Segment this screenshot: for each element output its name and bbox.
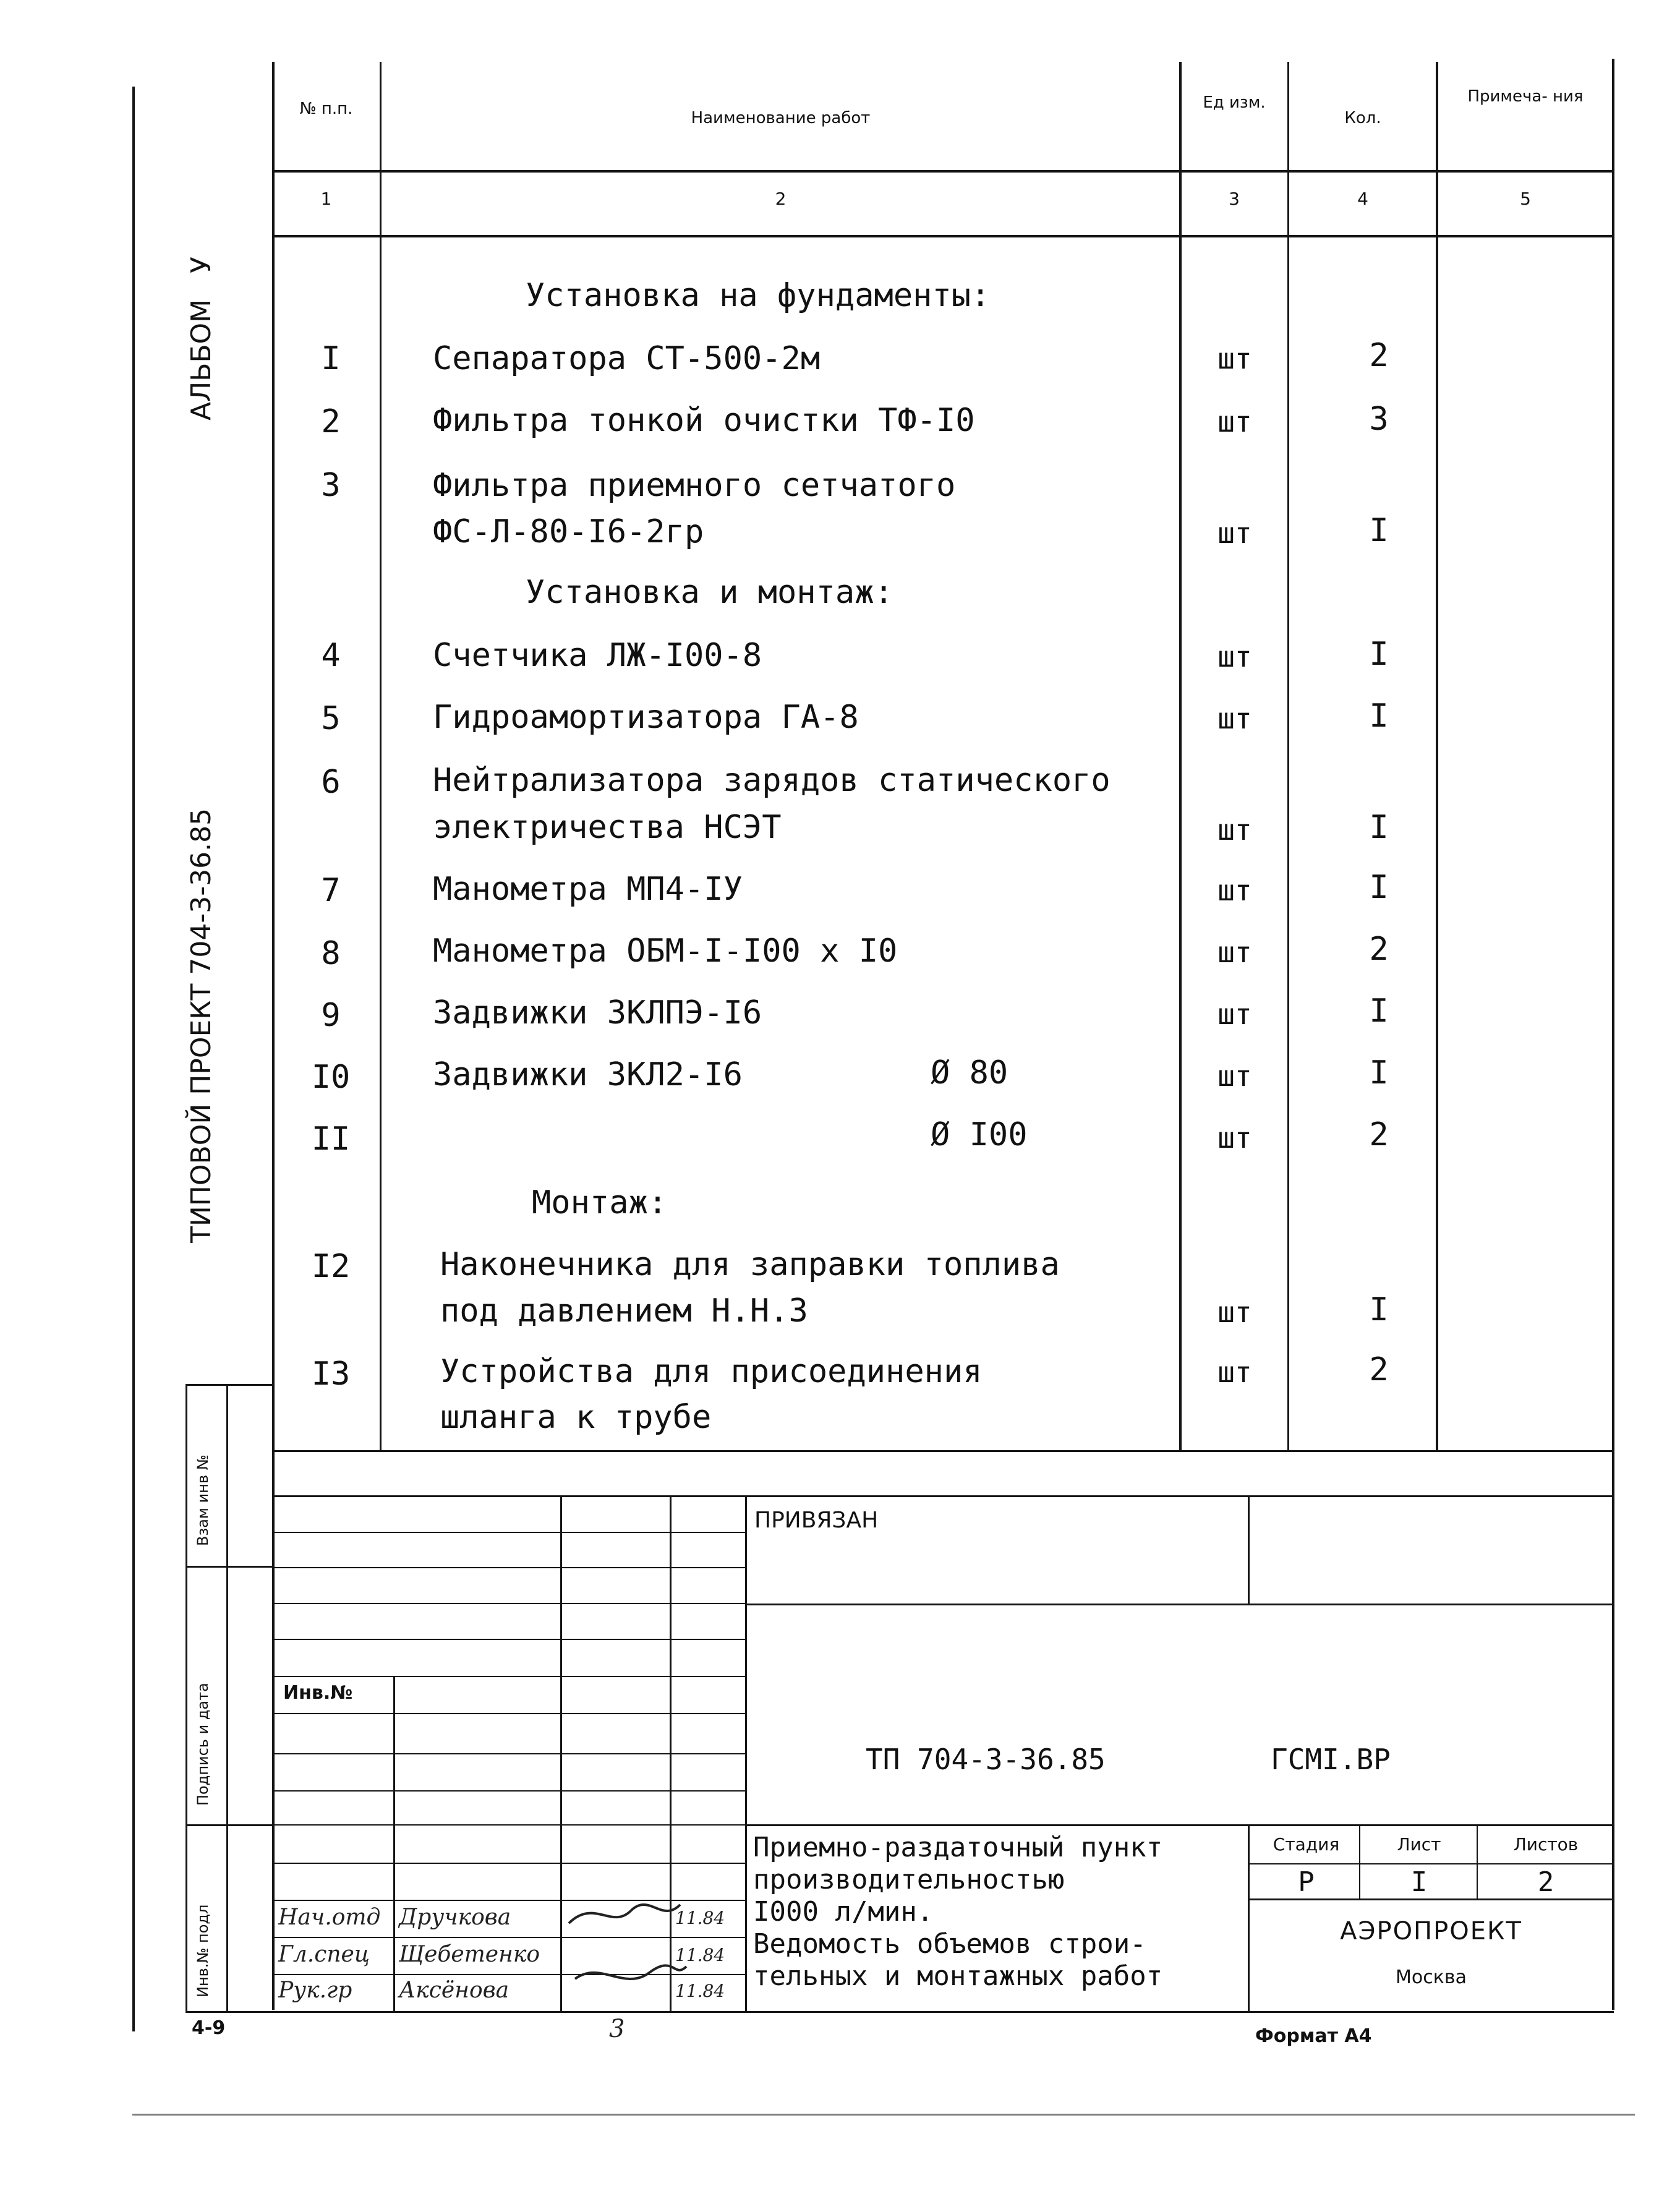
stamp-label-replace: Взам инв № <box>194 1454 211 1546</box>
album-label: АЛЬБОМ У <box>185 257 217 421</box>
tb-line <box>272 1676 745 1677</box>
frame-inner-left-line <box>272 62 275 2010</box>
row-name: Гидроамортизатора ГА-8 <box>433 699 859 736</box>
tb-line <box>393 1676 395 2012</box>
tb-line <box>1477 1824 1478 1898</box>
row-diameter: Ø I00 <box>931 1116 1028 1153</box>
tb-line <box>745 1824 1614 1826</box>
page-ref: 4-9 <box>192 2017 226 2039</box>
row-num: II <box>311 1121 351 1158</box>
tb-line <box>1248 1863 1614 1864</box>
col-line-1 <box>380 62 382 1450</box>
stage-value: Р <box>1298 1866 1315 1898</box>
row-num: 8 <box>321 935 341 972</box>
section-heading-mount: Монтаж: <box>532 1184 668 1221</box>
row-name: Наконечника для заправки топлива <box>440 1246 1060 1283</box>
stamp-label-signature: Подпись и дата <box>194 1683 211 1806</box>
signature-name: Щебетенко <box>399 1942 540 1967</box>
row-qty: 2 <box>1369 1351 1389 1388</box>
row-num: 4 <box>321 637 341 674</box>
row-qty: I <box>1369 993 1389 1030</box>
row-qty: I <box>1369 1054 1389 1091</box>
row-unit: шт <box>1217 813 1252 847</box>
colnum-3: 3 <box>1229 189 1240 209</box>
stamp-sep1-line <box>185 1566 273 1568</box>
signature-role: Гл.спец <box>278 1942 370 1967</box>
row-name-line2: шланга к трубе <box>440 1399 712 1436</box>
row-unit: шт <box>1217 342 1252 375</box>
row-num: 6 <box>321 764 341 801</box>
stamp-sep2-line <box>185 1824 273 1826</box>
stamp-label-inv: Инв.№ подл <box>194 1904 211 1997</box>
row-num: 3 <box>321 467 341 504</box>
tb-line <box>745 1495 747 2012</box>
table-bottom-line <box>272 1450 1614 1452</box>
tb-line <box>272 1567 745 1568</box>
colnum-1: 1 <box>320 189 332 209</box>
row-name: Задвижки ЗКЛ2-I6 <box>433 1056 743 1093</box>
tb-line <box>1359 1824 1360 1898</box>
row-num: 7 <box>321 872 341 909</box>
row-unit: шт <box>1217 1356 1252 1389</box>
tb-line <box>1248 1495 1250 1604</box>
stamp-col-mid-line <box>226 1385 228 2013</box>
row-name: Задвижки ЗКЛПЭ-I6 <box>433 994 762 1031</box>
signature-date: 11.84 <box>675 1981 725 2001</box>
org-name: АЭРОПРОЕКТ <box>1340 1917 1522 1945</box>
footer-mark: 3 <box>609 2015 625 2043</box>
colnum-bottom-line <box>272 235 1614 237</box>
row-diameter: Ø 80 <box>931 1054 1008 1091</box>
colnum-4: 4 <box>1357 189 1368 209</box>
tb-line <box>272 1495 1614 1497</box>
row-unit: шт <box>1217 702 1252 735</box>
tb-line <box>272 1532 745 1533</box>
colnum-cell <box>1182 189 1286 209</box>
sheets-value: 2 <box>1537 1866 1554 1898</box>
row-name: Фильтра тонкой очистки ТФ-I0 <box>433 402 975 439</box>
row-name-line2: под давлением Н.Н.З <box>440 1292 808 1330</box>
row-name-line2: ФС-Л-80-I6-2гр <box>433 513 704 550</box>
tb-line <box>745 1604 1614 1605</box>
row-unit: шт <box>1217 1059 1252 1093</box>
header-name: Наименование работ <box>691 109 871 127</box>
description-line: производительностью <box>753 1864 1065 1895</box>
section-heading-install: Установка и монтаж: <box>526 574 893 611</box>
row-qty: 2 <box>1369 337 1389 374</box>
col-line-2 <box>1179 62 1182 1450</box>
tb-line <box>1248 1898 1614 1900</box>
colnum-5: 5 <box>1520 189 1531 209</box>
stamp-bottom-line <box>185 2011 273 2013</box>
row-qty: I <box>1369 1291 1389 1328</box>
row-name: Нейтрализатора зарядов статического <box>433 762 1111 799</box>
inv-no-label: Инв.№ <box>283 1682 353 1704</box>
row-qty: I <box>1369 869 1389 906</box>
row-num: I <box>321 340 341 377</box>
tb-line <box>272 1824 745 1826</box>
header-qty: Кол. <box>1344 109 1381 127</box>
row-unit: шт <box>1217 874 1252 907</box>
signature-scribble <box>556 1886 693 2010</box>
row-unit: шт <box>1217 405 1252 438</box>
row-unit: шт <box>1217 997 1252 1031</box>
row-num: 5 <box>321 700 341 737</box>
row-name-line2: электричества НСЭТ <box>433 809 782 846</box>
header-unit: Ед изм. <box>1203 93 1266 112</box>
row-name: Устройства для присоединения <box>440 1353 983 1390</box>
row-qty: I <box>1369 698 1389 735</box>
project-label: ТИПОВОЙ ПРОЕКТ 704-3-36.85 <box>185 808 217 1243</box>
tb-line <box>272 1753 745 1754</box>
doc-description <box>753 1832 1162 1992</box>
signature-name: Дручкова <box>399 1905 511 1930</box>
frame-bottom-line <box>132 2114 1635 2116</box>
stamp-top-line <box>185 1384 273 1386</box>
row-unit: шт <box>1217 516 1252 550</box>
frame-left-line <box>132 87 135 2031</box>
tb-line <box>272 1790 745 1792</box>
row-num: I0 <box>311 1059 351 1096</box>
signature-role: Рук.гр <box>278 1978 352 2003</box>
frame-right-line <box>1612 59 1614 2010</box>
format-label: Формат А4 <box>1255 2025 1372 2047</box>
header-bottom-line <box>272 170 1614 173</box>
row-unit: шт <box>1217 1121 1252 1155</box>
colnum-cell <box>1290 189 1435 209</box>
row-qty: 2 <box>1369 1116 1389 1153</box>
tb-line <box>272 1603 745 1604</box>
row-qty: I <box>1369 512 1389 549</box>
description-line: Ведомость объемов строи- <box>753 1928 1146 1960</box>
stamp-col-left-line <box>185 1385 187 2013</box>
privyazan-label: ПРИВЯЗАН <box>754 1508 879 1533</box>
col-line-4 <box>1436 62 1438 1450</box>
row-name: Фильтра приемного сетчатого <box>433 467 956 504</box>
row-unit: шт <box>1217 640 1252 673</box>
doc-mark: ГСМI.ВР <box>1271 1743 1391 1776</box>
row-qty: I <box>1369 636 1389 673</box>
tb-line <box>1248 1824 1250 2012</box>
tb-line <box>272 2011 1614 2013</box>
tb-line <box>272 1863 745 1864</box>
row-qty: 2 <box>1369 931 1389 968</box>
row-unit: шт <box>1217 936 1252 969</box>
row-name: Манометра МП4-IУ <box>433 871 743 908</box>
org-city: Москва <box>1396 1967 1467 1988</box>
sheet-label: Лист <box>1397 1834 1441 1855</box>
description-line: тельных и монтажных работ <box>753 1960 1163 1992</box>
row-num: I2 <box>311 1248 351 1285</box>
row-unit: шт <box>1217 1296 1252 1329</box>
signature-role: Нач.отд <box>278 1905 381 1930</box>
row-name: Сепаратора СТ-500-2м <box>433 340 821 377</box>
row-qty: 3 <box>1369 401 1389 438</box>
tb-line <box>272 1713 745 1714</box>
row-num: I3 <box>311 1356 351 1393</box>
stage-label: Стадия <box>1273 1834 1340 1855</box>
description-line: Приемно-раздаточный пункт <box>753 1832 1163 1863</box>
description-line: I000 л/мин. <box>753 1896 934 1928</box>
row-num: 2 <box>321 403 341 440</box>
colnum-cell <box>383 189 1178 209</box>
row-qty: I <box>1369 809 1389 846</box>
row-num: 9 <box>321 997 341 1034</box>
signature-date: 11.84 <box>675 1945 725 1965</box>
doc-code: ТП 704-3-36.85 <box>866 1743 1106 1776</box>
signature-name: Аксёнова <box>399 1978 510 2003</box>
sheet-value: I <box>1410 1866 1428 1898</box>
signature-date: 11.84 <box>675 1908 725 1928</box>
colnum-cell <box>275 189 377 209</box>
col-line-3 <box>1287 62 1289 1450</box>
sheets-label: Листов <box>1513 1834 1579 1855</box>
row-name: Счетчика ЛЖ-I00-8 <box>433 637 762 674</box>
header-num: № п.п. <box>299 100 353 118</box>
row-name: Манометра ОБМ-I-I00 х I0 <box>433 933 898 970</box>
colnum-cell <box>1439 189 1611 209</box>
header-note: Примеча- ния <box>1467 87 1584 106</box>
tb-line <box>272 1639 745 1640</box>
colnum-2: 2 <box>775 189 787 209</box>
section-heading-foundation: Установка на фундаменты: <box>526 277 991 314</box>
